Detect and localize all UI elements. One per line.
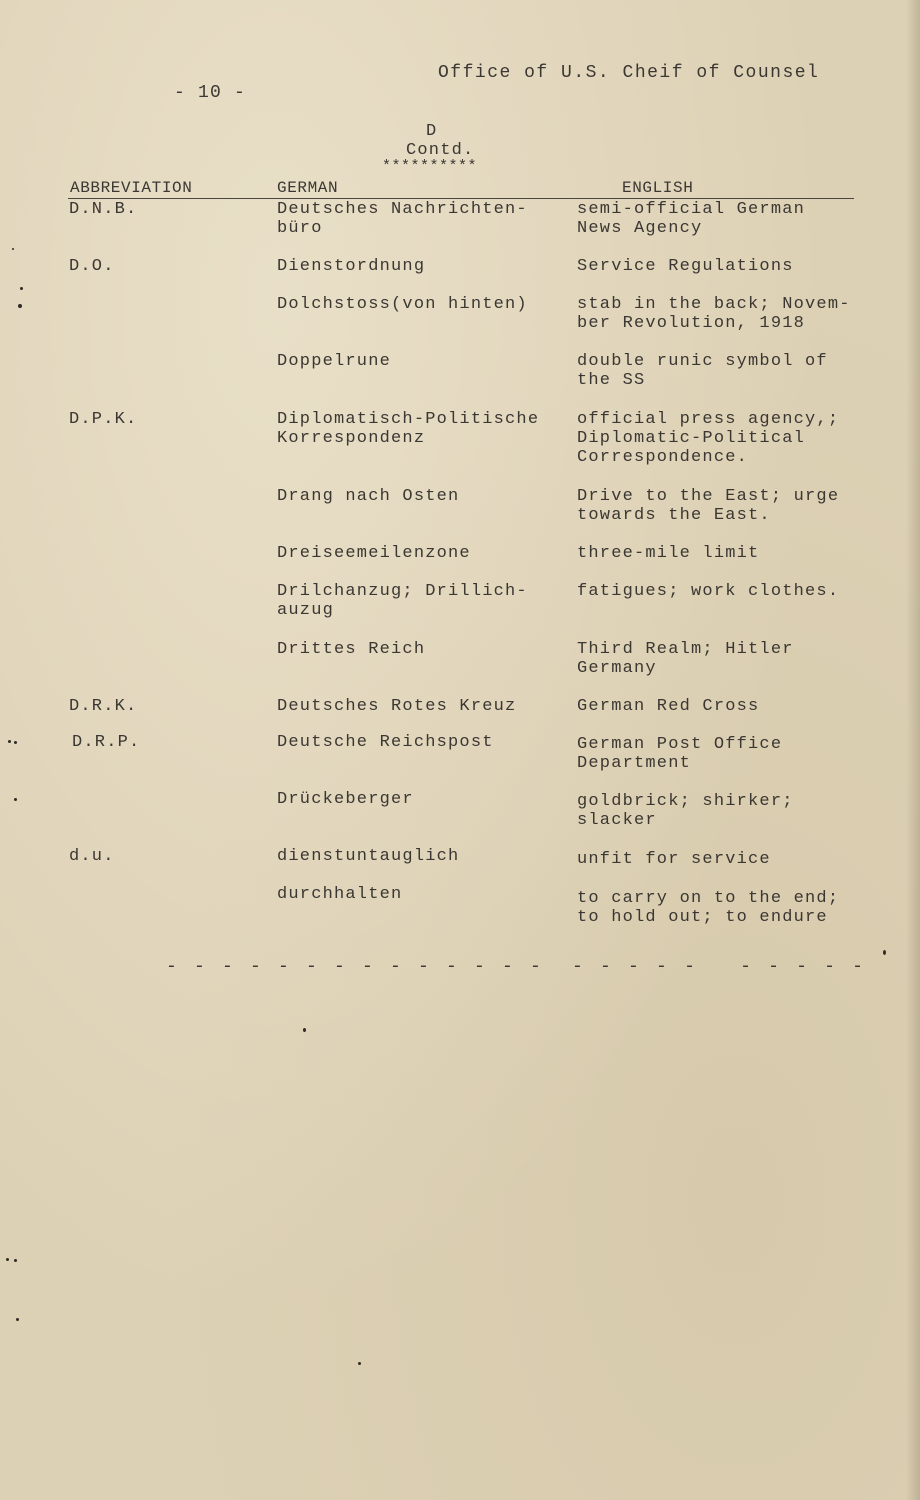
glossary-row: [0, 733, 920, 773]
english-translation-cell: semi-official German News Agency: [577, 200, 806, 238]
abbreviation-cell: D.O.: [69, 257, 115, 276]
glossary-row: [0, 582, 920, 620]
english-translation-cell: Third Realm; Hitler Germany: [577, 640, 794, 678]
glossary-row: [0, 200, 920, 238]
english-translation-cell: three-mile limit: [577, 544, 760, 563]
glossary-row: [0, 544, 920, 563]
margin-speck: [6, 1258, 9, 1261]
english-translation-cell: fatigues; work clothes.: [577, 582, 840, 601]
glossary-row: [0, 640, 920, 678]
german-term-cell: Deutsches Nachrichten- büro: [277, 200, 528, 238]
german-term-cell: durchhalten: [277, 885, 403, 904]
margin-speck: [20, 287, 23, 290]
abbreviation-cell: D.R.K.: [69, 697, 138, 716]
german-term-cell: Dreiseemeilenzone: [277, 544, 471, 563]
english-translation-cell: German Post Office Department: [577, 735, 783, 773]
glossary-row: [0, 885, 920, 927]
german-term-cell: Drückeberger: [277, 790, 414, 809]
german-term-cell: Diplomatisch-Politische Korrespondenz: [277, 410, 540, 448]
glossary-row: [0, 352, 920, 390]
german-term-cell: Dienstordnung: [277, 257, 426, 276]
german-term-cell: Drang nach Osten: [277, 487, 460, 506]
column-header-german: GERMAN: [277, 179, 339, 197]
english-translation-cell: official press agency,; Diplomatic-Political Correspondence.: [577, 410, 840, 467]
page-number: - 10 -: [174, 83, 247, 103]
german-term-cell: Dolchstoss(von hinten): [277, 295, 528, 314]
english-translation-cell: Drive to the East; urge towards the East.: [577, 487, 840, 525]
column-header-abbreviation: ABBREVIATION: [70, 179, 193, 197]
margin-speck: [14, 1259, 17, 1262]
english-translation-cell: unfit for service: [577, 850, 771, 869]
abbreviation-cell: D.R.P.: [72, 733, 141, 752]
abbreviation-cell: d.u.: [69, 847, 115, 866]
section-stars: **********: [382, 158, 478, 175]
glossary-row: [0, 847, 920, 869]
glossary-row: [0, 295, 920, 333]
paper-speck: [358, 1362, 361, 1365]
english-translation-cell: stab in the back; Novem- ber Revolution, 1918: [577, 295, 851, 333]
english-translation-cell: double runic symbol of the SS: [577, 352, 828, 390]
margin-speck: [12, 248, 14, 250]
german-term-cell: Drittes Reich: [277, 640, 426, 659]
english-translation-cell: Service Regulations: [577, 257, 794, 276]
english-translation-cell: German Red Cross: [577, 697, 760, 716]
abbreviation-cell: D.N.B.: [69, 200, 138, 219]
glossary-row: [0, 487, 920, 525]
german-term-cell: Doppelrune: [277, 352, 392, 371]
column-header-english: ENGLISH: [622, 179, 694, 197]
abbreviation-cell: D.P.K.: [69, 410, 138, 429]
section-continued: Contd.: [406, 141, 475, 160]
header-rule: [68, 198, 854, 199]
german-term-cell: Drilchanzug; Drillich- auzug: [277, 582, 528, 620]
english-translation-cell: goldbrick; shirker; slacker: [577, 792, 794, 830]
glossary-row: [0, 790, 920, 830]
german-term-cell: dienstuntauglich: [277, 847, 460, 866]
german-term-cell: Deutsches Rotes Kreuz: [277, 697, 517, 716]
margin-speck: [16, 1318, 19, 1321]
closing-dashed-rule: - - - - - - - - - - - - - - - - - - - - - - - -: [166, 957, 867, 977]
german-term-cell: Deutsche Reichspost: [277, 733, 494, 752]
glossary-row: [0, 697, 920, 716]
office-header: Office of U.S. Cheif of Counsel: [438, 63, 820, 83]
glossary-row: [0, 257, 920, 276]
paper-speck: [883, 950, 886, 955]
section-letter: D: [426, 122, 438, 141]
glossary-row: [0, 410, 920, 467]
english-translation-cell: to carry on to the end; to hold out; to endure: [577, 889, 840, 927]
margin-speck: [8, 740, 11, 743]
paper-speck: [303, 1028, 306, 1032]
margin-speck: [14, 741, 17, 744]
paper-edge-shadow: [906, 0, 920, 1500]
margin-speck: [14, 798, 17, 801]
margin-speck: [18, 304, 22, 308]
